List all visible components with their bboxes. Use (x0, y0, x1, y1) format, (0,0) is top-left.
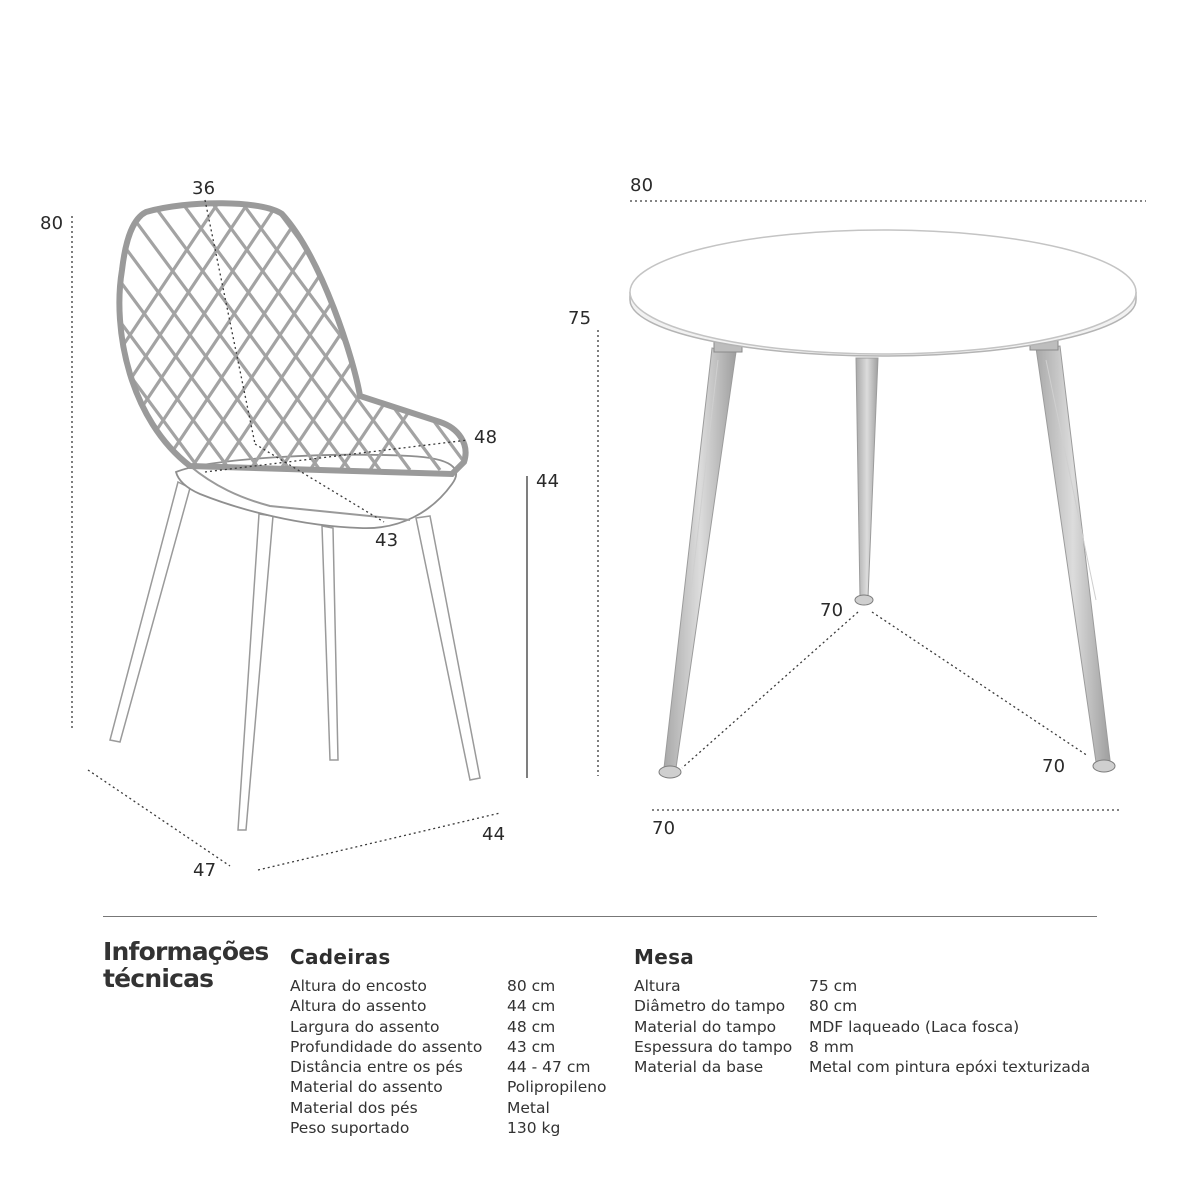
chair-shell-lattice (0, 200, 550, 470)
dim-line-front-width (258, 813, 500, 870)
chair-leg-back-right (322, 526, 338, 760)
section-divider (103, 916, 1097, 917)
spec-value: Metal com pintura epóxi texturizada (809, 1058, 1091, 1077)
spec-label: Altura (634, 977, 681, 995)
specs-title-line1: Informações (103, 937, 269, 966)
dim-label-leg-spacing-b: 70 (1042, 756, 1066, 777)
table-spec-list (634, 977, 1104, 1078)
dim-label-leg-spacing-a: 70 (820, 600, 844, 621)
spec-row (634, 1058, 1104, 1078)
spec-value: Polipropileno (507, 1078, 607, 1097)
chair-leg-back-left (110, 482, 190, 742)
dim-label-seat-width: 48 (474, 427, 498, 448)
spec-value: 44 - 47 cm (507, 1058, 591, 1077)
chair-leg-front-left (238, 514, 273, 830)
spec-label: Espessura do tampo (634, 1037, 793, 1056)
table-leg-back (856, 358, 878, 598)
spec-row (290, 1099, 620, 1119)
chair-illustration (0, 200, 550, 830)
table-top (630, 230, 1136, 354)
spec-label: Diâmetro do tampo (634, 997, 786, 1016)
dim-line-leg-spacing-b (872, 612, 1088, 756)
spec-value: Metal (507, 1098, 550, 1117)
spec-row (290, 1078, 620, 1098)
specs-title-line2: técnicas (103, 964, 214, 993)
table-legs (664, 346, 1110, 768)
spec-label: Altura do encosto (290, 977, 427, 995)
spec-label: Distância entre os pés (290, 1058, 463, 1077)
dim-label-front-width: 44 (482, 824, 506, 845)
dim-label-top-width: 36 (192, 178, 216, 199)
spec-value: 44 cm (507, 997, 556, 1016)
dim-label-base-width: 70 (652, 818, 676, 839)
spec-label: Peso suportado (290, 1119, 410, 1138)
spec-value: 80 cm (809, 997, 858, 1016)
spec-value: 80 cm (507, 977, 556, 995)
spec-label: Material do assento (290, 1078, 443, 1097)
spec-label: Material dos pés (290, 1098, 418, 1117)
chairs-spec-list (290, 977, 620, 1139)
spec-row (290, 1018, 620, 1038)
chair-legs (110, 482, 480, 830)
spec-row (290, 1119, 620, 1139)
spec-value: 75 cm (809, 977, 858, 995)
spec-value: 48 cm (507, 1017, 556, 1036)
table-feet (659, 595, 1115, 778)
spec-value: 43 cm (507, 1037, 556, 1056)
spec-row (634, 1018, 1104, 1038)
table-leg-left (664, 348, 736, 768)
dim-label-table-diameter: 80 (630, 175, 654, 196)
specs-title (103, 938, 278, 992)
dim-label-side-depth: 47 (193, 860, 217, 881)
dim-label-seat-height: 44 (536, 471, 560, 492)
table-heading: Mesa (634, 945, 695, 969)
spec-row (634, 1038, 1104, 1058)
spec-row (290, 1058, 620, 1078)
spec-value: 8 mm (809, 1037, 854, 1056)
spec-label: Largura do assento (290, 1017, 440, 1036)
spec-label: Material do tampo (634, 1017, 777, 1036)
table-leg-right (1036, 346, 1110, 762)
spec-value: MDF laqueado (Laca fosca) (809, 1017, 1020, 1036)
spec-value: 130 kg (507, 1119, 561, 1138)
chair-leg-front-right (416, 516, 480, 780)
spec-row (290, 977, 620, 997)
spec-row (290, 1038, 620, 1058)
dim-line-side-depth (88, 770, 230, 866)
spec-row (290, 997, 620, 1017)
dim-line-leg-spacing-a (682, 612, 858, 768)
spec-row (634, 977, 1104, 997)
dim-label-table-height: 75 (568, 308, 592, 329)
dim-label-seat-depth: 43 (375, 530, 399, 551)
spec-label: Material da base (634, 1058, 764, 1077)
spec-label: Profundidade do assento (290, 1037, 483, 1056)
table-illustration (630, 230, 1136, 778)
spec-row (634, 997, 1104, 1017)
spec-label: Altura do assento (290, 997, 427, 1016)
dim-label-backrest-height: 80 (40, 213, 64, 234)
chairs-heading: Cadeiras (290, 945, 391, 969)
